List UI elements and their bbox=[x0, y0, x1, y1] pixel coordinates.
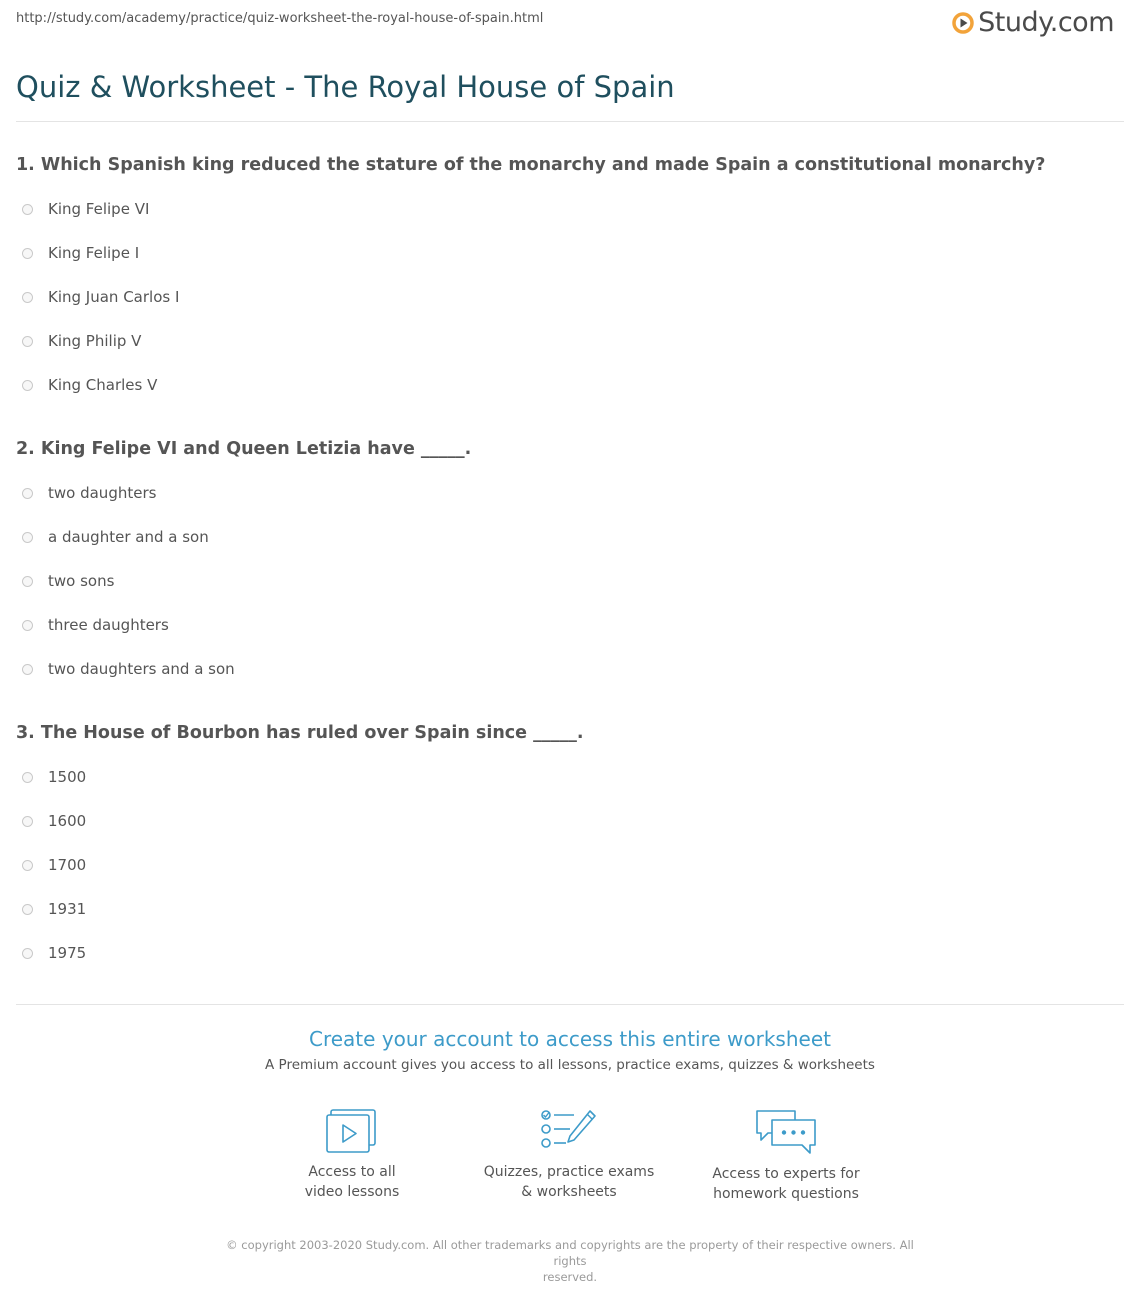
radio-button[interactable] bbox=[22, 532, 33, 543]
option-label: 1500 bbox=[48, 768, 87, 786]
question-1: 1. Which Spanish king reduced the stature of the monarchy and made Spain a constitutional monarchy? bbox=[16, 155, 1046, 175]
q3-option-3[interactable] bbox=[22, 856, 86, 874]
radio-button[interactable] bbox=[22, 204, 33, 215]
q1-option-2[interactable] bbox=[22, 244, 139, 262]
header-divider bbox=[16, 121, 1124, 122]
quiz-checklist-icon bbox=[540, 1108, 598, 1154]
q3-option-1[interactable] bbox=[22, 768, 86, 786]
radio-button[interactable] bbox=[22, 248, 33, 259]
q1-option-5[interactable] bbox=[22, 376, 157, 394]
option-label: King Philip V bbox=[48, 332, 142, 350]
study-logo[interactable] bbox=[952, 7, 1114, 38]
radio-button[interactable] bbox=[22, 904, 33, 915]
premium-description: A Premium account gives you access to all lessons, practice exams, quizzes & worksheets bbox=[265, 1057, 875, 1073]
feature-label-line2: homework questions bbox=[713, 1186, 859, 1202]
copyright-line-2: reserved. bbox=[542, 1270, 598, 1284]
q2-option-4[interactable] bbox=[22, 616, 169, 634]
copyright-line-1: © copyright 2003-2020 Study.com. All other trademarks and copyrights are the property of their respective owners. All rights bbox=[226, 1238, 914, 1268]
feature-label-line1: Access to all bbox=[308, 1164, 396, 1180]
radio-button[interactable] bbox=[22, 380, 33, 391]
option-label: two sons bbox=[48, 572, 115, 590]
chat-bubbles-icon bbox=[754, 1108, 818, 1156]
q2-option-1[interactable] bbox=[22, 484, 156, 502]
q2-option-2[interactable] bbox=[22, 528, 209, 546]
radio-button[interactable] bbox=[22, 576, 33, 587]
feature-label-line2: video lessons bbox=[304, 1184, 400, 1200]
radio-button[interactable] bbox=[22, 816, 33, 827]
q3-option-2[interactable] bbox=[22, 812, 86, 830]
option-label: 1600 bbox=[48, 812, 87, 830]
question-3: 3. The House of Bourbon has ruled over Spain since _____. bbox=[16, 723, 584, 743]
content-divider bbox=[16, 1004, 1124, 1005]
q1-option-4[interactable] bbox=[22, 332, 141, 350]
radio-button[interactable] bbox=[22, 488, 33, 499]
q1-option-3[interactable] bbox=[22, 288, 179, 306]
option-label: a daughter and a son bbox=[48, 528, 209, 546]
q2-option-3[interactable] bbox=[22, 572, 114, 590]
option-label: King Felipe I bbox=[48, 244, 140, 262]
feature-experts bbox=[686, 1108, 886, 1204]
feature-label-line2: & worksheets bbox=[521, 1184, 617, 1200]
radio-button[interactable] bbox=[22, 860, 33, 871]
option-label: 1975 bbox=[48, 944, 87, 962]
radio-button[interactable] bbox=[22, 336, 33, 347]
feature-video-lessons bbox=[252, 1108, 452, 1202]
question-2: 2. King Felipe VI and Queen Letizia have _____. bbox=[16, 439, 472, 459]
radio-button[interactable] bbox=[22, 620, 33, 631]
radio-button[interactable] bbox=[22, 292, 33, 303]
q3-option-5[interactable] bbox=[22, 944, 86, 962]
feature-label-line1: Quizzes, practice exams bbox=[483, 1164, 655, 1180]
radio-button[interactable] bbox=[22, 664, 33, 675]
radio-button[interactable] bbox=[22, 772, 33, 783]
feature-label-line1: Access to experts for bbox=[712, 1166, 860, 1182]
option-label: 1700 bbox=[48, 856, 87, 874]
copyright-notice bbox=[210, 1237, 930, 1285]
option-label: King Felipe VI bbox=[48, 200, 150, 218]
create-account-link[interactable]: Create your account to access this entire worksheet bbox=[309, 1027, 831, 1051]
q2-option-5[interactable] bbox=[22, 660, 235, 678]
q1-option-1[interactable] bbox=[22, 200, 149, 218]
option-label: three daughters bbox=[48, 616, 169, 634]
option-label: two daughters bbox=[48, 484, 157, 502]
option-label: 1931 bbox=[48, 900, 87, 918]
option-label: King Charles V bbox=[48, 376, 158, 394]
play-circle-icon bbox=[952, 12, 974, 34]
option-label: King Juan Carlos I bbox=[48, 288, 180, 306]
video-lesson-icon bbox=[326, 1108, 378, 1154]
feature-quizzes bbox=[469, 1108, 669, 1202]
option-label: two daughters and a son bbox=[48, 660, 235, 678]
radio-button[interactable] bbox=[22, 948, 33, 959]
page-title: Quiz & Worksheet - The Royal House of Spain bbox=[16, 70, 675, 104]
q3-option-4[interactable] bbox=[22, 900, 86, 918]
logo-text: Study.com bbox=[978, 7, 1114, 38]
page-url: http://study.com/academy/practice/quiz-worksheet-the-royal-house-of-spain.html bbox=[16, 11, 544, 26]
